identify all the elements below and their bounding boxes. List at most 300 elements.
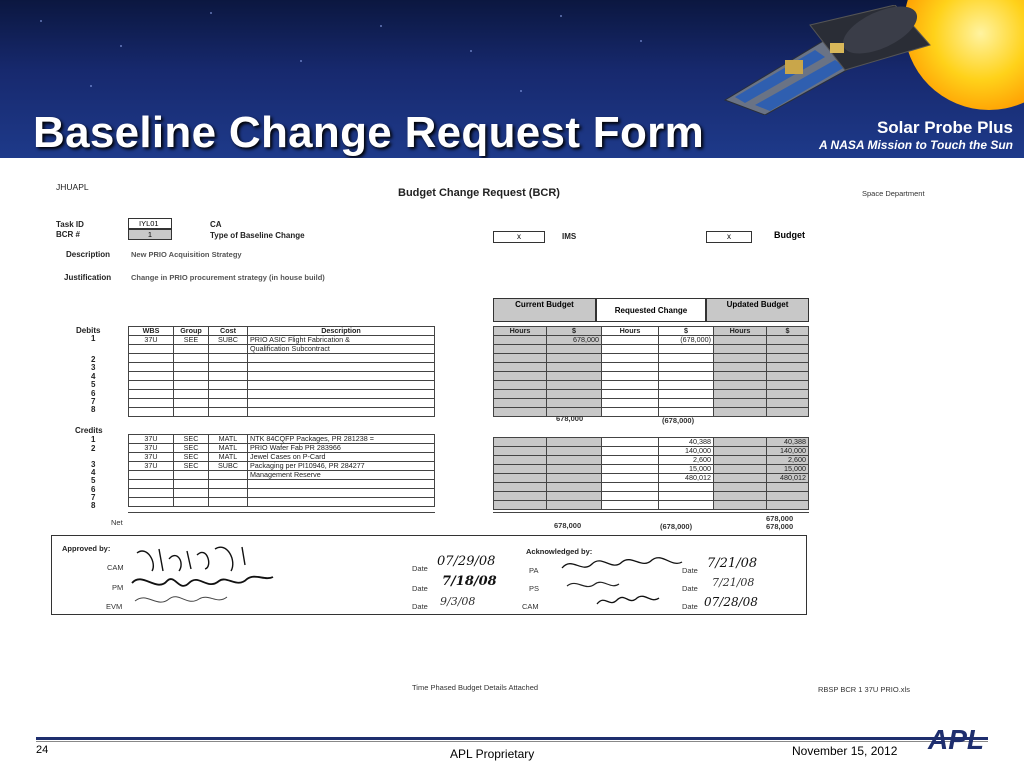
net-divider-left [128, 512, 435, 513]
evm-label: EVM [106, 602, 123, 611]
debit-desc-cell [248, 372, 435, 381]
col-req-hours: Hours [602, 327, 659, 336]
debit-desc-cont-cell: Qualification Subcontract [248, 345, 435, 354]
date-label-cam: Date [412, 564, 428, 573]
table-row [494, 456, 809, 465]
debit-group-cell [174, 390, 209, 399]
budget-cell [494, 390, 547, 399]
budget-cell [494, 381, 547, 390]
table-row [129, 489, 435, 498]
budget-checkbox-mark: x [706, 231, 752, 243]
table-row [494, 447, 809, 456]
net-current: 678,000 [554, 521, 582, 530]
credit-desc-cell: Jewel Cases on P-Card [248, 453, 435, 462]
budget-cell [602, 354, 659, 363]
credit-wbs-cell [129, 480, 174, 489]
table-row [129, 372, 435, 381]
budget-cell [494, 501, 547, 510]
budget-cell [714, 399, 767, 408]
net-requested: (678,000) [660, 522, 693, 531]
debit-wbs-cell [129, 399, 174, 408]
budget-cell [767, 399, 809, 408]
credit-row-number: 7 [91, 493, 96, 502]
bcr-number-label: BCR # [56, 230, 81, 239]
budget-cell [767, 354, 809, 363]
credit-requested-cell: 2,600 [659, 456, 714, 465]
credit-row-number: 4 [91, 468, 96, 477]
signature-pa-ps-cam [557, 546, 687, 611]
budget-cell [547, 456, 602, 465]
debit-desc-cell [248, 354, 435, 363]
acknowledged-by-label: Acknowledged by: [526, 547, 593, 556]
credit-cost-cell: SUBC [209, 462, 248, 471]
table-row [129, 498, 435, 507]
debit-cost-cell [209, 372, 248, 381]
budget-cell [602, 381, 659, 390]
budget-cell [714, 438, 767, 447]
budget-cell [547, 474, 602, 483]
debit-wbs-cell [129, 372, 174, 381]
budget-cell [714, 465, 767, 474]
budget-cell [714, 447, 767, 456]
credit-cost-cell: MATL [209, 453, 248, 462]
approved-by-label: Approved by: [62, 544, 111, 553]
date-pa-handwritten: 7/21/08 [707, 556, 758, 571]
table-row [129, 354, 435, 363]
budget-cell [714, 492, 767, 501]
table-row [494, 408, 809, 417]
budget-cell [494, 336, 547, 345]
budget-cell [494, 345, 547, 354]
budget-cell [714, 390, 767, 399]
credit-cost-cell [209, 489, 248, 498]
debit-cost-cell [209, 399, 248, 408]
current-budget-header: Current Budget [493, 298, 596, 322]
date-label-cam2: Date [682, 602, 698, 611]
footer-rule [36, 737, 988, 740]
credit-requested-cell: 15,000 [659, 465, 714, 474]
footer-rule-thin [36, 741, 988, 742]
budget-cell [767, 372, 809, 381]
form-department: Space Department [862, 189, 925, 198]
budget-cell [547, 483, 602, 492]
budget-cell [602, 408, 659, 417]
debits-table [128, 326, 435, 417]
budget-cell [547, 438, 602, 447]
credit-row-number: 3 [91, 460, 96, 469]
date-label-ps: Date [682, 584, 698, 593]
budget-cell [767, 381, 809, 390]
credit-requested-cell: 480,012 [659, 474, 714, 483]
credit-group-cell [174, 489, 209, 498]
budget-cell [767, 363, 809, 372]
credit-wbs-cell: 37U [129, 462, 174, 471]
credit-row-number: 8 [91, 501, 96, 510]
justification-value: Change in PRIO procurement strategy (in house build) [131, 273, 325, 282]
budget-cell [714, 456, 767, 465]
budget-cell [494, 372, 547, 381]
table-row [129, 390, 435, 399]
credit-cost-cell [209, 498, 248, 507]
budget-cell [494, 399, 547, 408]
description-value: New PRIO Acquisition Strategy [131, 250, 242, 259]
debit-budget-rows [494, 336, 809, 417]
debit-total-requested: (678,000) [662, 416, 695, 425]
budget-cell [602, 336, 659, 345]
credit-desc-cell [248, 498, 435, 507]
credits-budget-table [493, 437, 809, 510]
debit-row-number: 6 [91, 389, 96, 398]
date-label-pm: Date [412, 584, 428, 593]
budget-cell [547, 501, 602, 510]
budget-cell [767, 492, 809, 501]
budget-label: Budget [774, 230, 805, 240]
budget-cell [494, 438, 547, 447]
credit-updated-cell: 40,388 [767, 438, 809, 447]
file-reference: RBSP BCR 1 37U PRIO.xls [818, 685, 910, 694]
description-label: Description [66, 250, 111, 259]
budget-cell [494, 363, 547, 372]
debit-group-cell [174, 399, 209, 408]
col-cur-dollars: $ [547, 327, 602, 336]
date-ps-handwritten: 7/21/08 [712, 576, 755, 589]
budget-cell [659, 399, 714, 408]
net-updated: 678,000 [766, 522, 794, 531]
ims-label: IMS [562, 232, 577, 241]
credit-row-number: 2 [91, 444, 96, 453]
debit-desc-cell [248, 381, 435, 390]
debit-row-number: 4 [91, 372, 96, 381]
budget-cell [602, 456, 659, 465]
budget-cell [602, 399, 659, 408]
budget-cell [602, 345, 659, 354]
budget-cell [547, 465, 602, 474]
table-row [494, 492, 809, 501]
debit-cost-cell [209, 381, 248, 390]
footer-date: November 15, 2012 [792, 744, 898, 758]
debit-wbs-cell [129, 354, 174, 363]
credit-wbs-cell [129, 498, 174, 507]
debit-desc-cell [248, 390, 435, 399]
table-row [494, 363, 809, 372]
credits-table [128, 434, 435, 507]
debit-group-cell [174, 381, 209, 390]
debit-group-cell [174, 354, 209, 363]
table-row [129, 399, 435, 408]
mission-tagline: A NASA Mission to Touch the Sun [819, 138, 1013, 152]
credit-group-cell [174, 498, 209, 507]
requested-change-header: Requested Change [596, 298, 706, 322]
budget-cell [659, 363, 714, 372]
col-cur-hours: Hours [494, 327, 547, 336]
pm-label: PM [112, 583, 124, 592]
budget-cell [494, 456, 547, 465]
debit-cost-cell [209, 363, 248, 372]
budget-cell [602, 465, 659, 474]
col-wbs: WBS [129, 327, 174, 336]
scanned-form [0, 160, 1024, 725]
empty-cell [129, 345, 174, 354]
credit-group-cell: SEC [174, 435, 209, 444]
budget-cell [602, 438, 659, 447]
budget-cell [714, 408, 767, 417]
debit-row-number: 8 [91, 405, 96, 414]
table-row [494, 381, 809, 390]
debit-row-number: 3 [91, 363, 96, 372]
credit-group-cell: SEC [174, 453, 209, 462]
credit-cost-cell: MATL [209, 444, 248, 453]
debit-group-cell: SEE [174, 336, 209, 345]
credit-group-cell [174, 471, 209, 480]
budget-cell [494, 474, 547, 483]
credit-row-number: 1 [91, 435, 96, 444]
credit-updated-cell: 140,000 [767, 447, 809, 456]
credit-total-updated: 678,000 [766, 514, 794, 523]
table-row [494, 474, 809, 483]
budget-cell [659, 345, 714, 354]
budget-cell [494, 483, 547, 492]
requested-dollars-cell: (678,000) [659, 336, 714, 345]
debit-desc-cell [248, 408, 435, 417]
table-row [129, 471, 435, 480]
apl-logo: APL [928, 724, 984, 755]
table-row [494, 390, 809, 399]
budget-cell [714, 381, 767, 390]
credit-budget-rows [494, 438, 809, 510]
budget-cell [547, 492, 602, 501]
credit-desc-cell [248, 489, 435, 498]
budget-cell [602, 372, 659, 381]
budget-cell [602, 363, 659, 372]
budget-cell [659, 372, 714, 381]
table-row [129, 345, 435, 354]
ps-label: PS [529, 584, 540, 593]
credit-wbs-cell: 37U [129, 435, 174, 444]
debit-desc-cell [248, 363, 435, 372]
credit-requested-cell: 40,388 [659, 438, 714, 447]
updated-budget-header: Updated Budget [706, 298, 809, 322]
budget-cell [494, 465, 547, 474]
net-label: Net [111, 518, 123, 527]
budget-cell [602, 492, 659, 501]
table-row [129, 408, 435, 417]
ims-checkbox-mark: x [493, 231, 545, 243]
debit-total-current: 678,000 [556, 414, 584, 423]
debit-wbs-cell: 37U [129, 336, 174, 345]
debit-cost-cell [209, 354, 248, 363]
net-divider-right [493, 512, 809, 513]
justification-label: Justification [64, 273, 112, 282]
credit-cost-cell [209, 480, 248, 489]
signature-cam-pm-evm [127, 541, 277, 611]
date-label-evm: Date [412, 602, 428, 611]
credit-wbs-cell [129, 489, 174, 498]
table-row [494, 372, 809, 381]
budget-cell [714, 501, 767, 510]
credit-group-cell: SEC [174, 462, 209, 471]
col-description: Description [248, 327, 435, 336]
table-row [494, 501, 809, 510]
budget-cell [767, 345, 809, 354]
debit-rows [129, 336, 435, 417]
table-row [494, 399, 809, 408]
credit-updated-cell: 480,012 [767, 474, 809, 483]
budget-cell [547, 390, 602, 399]
ca-label: CA [210, 220, 222, 229]
budget-cell [547, 345, 602, 354]
debit-cost-cell: SUBC [209, 336, 248, 345]
credit-group-cell: SEC [174, 444, 209, 453]
budget-cell [547, 381, 602, 390]
credit-desc-cell: Management Reserve [248, 471, 435, 480]
col-upd-hours: Hours [714, 327, 767, 336]
current-dollars-cell: 678,000 [547, 336, 602, 345]
budget-cell [659, 390, 714, 399]
debit-wbs-cell [129, 363, 174, 372]
budget-cell [602, 501, 659, 510]
debits-budget-table [493, 326, 809, 417]
page-title: Baseline Change Request Form [33, 108, 704, 157]
form-org: JHUAPL [56, 182, 89, 192]
budget-cell [547, 372, 602, 381]
budget-cell [767, 408, 809, 417]
table-row [494, 345, 809, 354]
col-upd-dollars: $ [767, 327, 809, 336]
budget-cell [714, 345, 767, 354]
debit-group-cell [174, 408, 209, 417]
budget-cell [714, 372, 767, 381]
credit-wbs-cell: 37U [129, 453, 174, 462]
budget-cell [659, 483, 714, 492]
credit-desc-cell [248, 480, 435, 489]
table-row [494, 483, 809, 492]
debit-desc-cell: PRIO ASIC Flight Fabrication & [248, 336, 435, 345]
table-row [494, 354, 809, 363]
credit-group-cell [174, 480, 209, 489]
empty-cell [174, 345, 209, 354]
budget-cell [602, 483, 659, 492]
budget-cell [547, 399, 602, 408]
date-evm-handwritten: 9/3/08 [440, 595, 476, 608]
credit-updated-cell: 15,000 [767, 465, 809, 474]
debit-group-cell [174, 363, 209, 372]
budget-cell [714, 483, 767, 492]
debit-wbs-cell [129, 408, 174, 417]
task-id-label: Task ID [56, 220, 84, 229]
table-row [129, 381, 435, 390]
time-phased-note: Time Phased Budget Details Attached [412, 683, 539, 692]
debit-desc-cell [248, 399, 435, 408]
budget-cell [767, 390, 809, 399]
date-label-pa: Date [682, 566, 698, 575]
credit-updated-cell: 2,600 [767, 456, 809, 465]
budget-cell [714, 363, 767, 372]
budget-cell [602, 447, 659, 456]
credit-cost-cell: MATL [209, 435, 248, 444]
credit-cost-cell [209, 471, 248, 480]
form-heading: Budget Change Request (BCR) [398, 187, 560, 199]
task-id-value: IYL01 [128, 218, 172, 229]
pa-label: PA [529, 566, 539, 575]
cam-label: CAM [107, 563, 124, 572]
budget-cell [547, 447, 602, 456]
credit-requested-cell: 140,000 [659, 447, 714, 456]
table-row [494, 336, 809, 345]
credit-wbs-cell [129, 471, 174, 480]
table-row [494, 465, 809, 474]
budget-cell [547, 354, 602, 363]
mission-branding [819, 118, 1013, 152]
debits-label: Debits [76, 326, 101, 335]
debit-row-number: 5 [91, 380, 96, 389]
budget-cell [547, 363, 602, 372]
debit-cost-cell [209, 408, 248, 417]
date-cam2-handwritten: 07/28/08 [704, 595, 758, 609]
budget-cell [767, 336, 809, 345]
col-req-dollars: $ [659, 327, 714, 336]
budget-cell [767, 483, 809, 492]
page-number: 24 [36, 744, 49, 756]
spacecraft-image [715, 5, 935, 115]
credit-wbs-cell: 37U [129, 444, 174, 453]
debit-row-number: 7 [91, 397, 96, 406]
table-row [129, 480, 435, 489]
type-of-baseline-change-label: Type of Baseline Change [210, 231, 305, 240]
budget-cell [767, 501, 809, 510]
proprietary-notice: APL Proprietary [450, 747, 535, 761]
date-cam-handwritten: 07/29/08 [437, 554, 496, 569]
budget-cell [494, 447, 547, 456]
col-group: Group [174, 327, 209, 336]
debit-row-number: 2 [91, 355, 96, 364]
empty-cell [209, 345, 248, 354]
budget-cell [659, 501, 714, 510]
budget-cell [659, 381, 714, 390]
budget-cell [659, 354, 714, 363]
credit-desc-cell: Packaging per PI10946, PR 284277 [248, 462, 435, 471]
table-row [129, 363, 435, 372]
budget-cell [714, 354, 767, 363]
budget-cell [714, 336, 767, 345]
credit-desc-cell: PRIO Wafer Fab PR 283966 [248, 444, 435, 453]
credits-label: Credits [75, 426, 103, 435]
debit-wbs-cell [129, 390, 174, 399]
table-row [494, 438, 809, 447]
date-pm-handwritten: 7/18/08 [442, 574, 497, 589]
debit-group-cell [174, 372, 209, 381]
mission-name: Solar Probe Plus [876, 118, 1013, 137]
slide-header [0, 0, 1024, 158]
debit-wbs-cell [129, 381, 174, 390]
approval-box [51, 535, 807, 615]
credit-row-number: 6 [91, 485, 96, 494]
bcr-number-value: 1 [128, 229, 172, 240]
budget-cell [714, 474, 767, 483]
credit-desc-cell: NTK 84CQFP Packages, PR 281238 = [248, 435, 435, 444]
debit-row-number: 1 [91, 334, 96, 343]
cam2-label: CAM [522, 602, 539, 611]
budget-cell [494, 408, 547, 417]
credit-row-number: 5 [91, 476, 96, 485]
debit-cost-cell [209, 390, 248, 399]
budget-cell [602, 474, 659, 483]
budget-cell [659, 492, 714, 501]
budget-cell [494, 492, 547, 501]
budget-cell [494, 354, 547, 363]
budget-cell [602, 390, 659, 399]
col-cost: Cost [209, 327, 248, 336]
credit-rows [129, 435, 435, 507]
